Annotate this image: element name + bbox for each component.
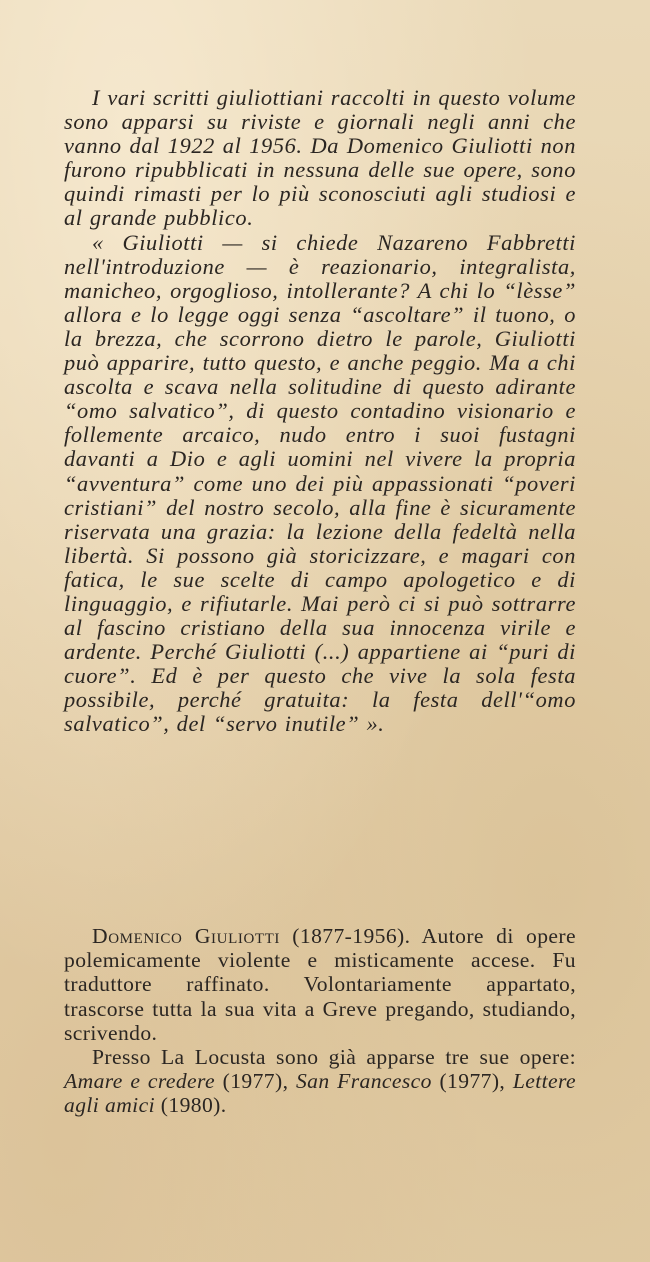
blurb-text — [64, 86, 576, 737]
bio-paragraph-2 — [64, 1045, 576, 1118]
work-year: (1977), — [222, 1069, 289, 1094]
author-name: Domenico Giuliotti — [92, 924, 280, 948]
work-year: (1977), — [439, 1069, 506, 1094]
works-intro: Presso La Locusta sono già apparse tre sue opere: — [92, 1045, 576, 1070]
blurb-paragraph-1: I vari scritti giuliottiani raccolti in questo volume sono apparsi su riviste e giornali negli anni che vanno dal 1922 al 1956. Da Domenico Giuliotti non furono ripubblicati in nessuna delle sue opere, sono quindi rimasti per lo più sconosciuti agli studiosi e al grande pubblico. — [64, 85, 576, 231]
author-bio — [64, 924, 576, 1118]
blurb-quote-paragraph: « Giuliotti — si chiede Nazareno Fabbretti nell'introduzione — è reazionario, integralista, manicheo, orgoglioso, intollerante? A chi lo “lèsse” allora e lo legge oggi senza “ascoltare” il tuono, o la brezza, che scorrono dietro le parole, Giuliotti può apparire, tutto questo, e anche peggio. Ma a chi ascolta e scava nella solitudine di questo adirante “omo salvatico”, di questo contadino visionario e follemente arcaico, nudo entro i suoi fustagni davanti a Dio e agli uomini nel vivere la propria “avventura” come uno dei più appassionati “poveri cristiani” del nostro secolo, alla fine è sicuramente riservata una grazia: la lezione della fedeltà nella libertà. Si possono già storicizzare, e magari con fatica, le sue scelte di campo apologetico e di linguaggio, e rifiutarle. Mai però ci si può sottrarre al fascino cristiano della sua innocenza virile e ardente. Perché Giuliotti (...) appartiene ai “puri di cuore”. Ed è per questo che vive la sola festa possibile, perché gratuita: la festa dell'“omo salvatico”, del “servo inutile” ». — [64, 229, 576, 737]
author-dates: (1877-1956). — [292, 924, 411, 948]
bio-paragraph-1 — [64, 924, 576, 1045]
work-year: (1980). — [160, 1093, 227, 1118]
bio-description: Autore di opere polemicamente violente e misticamente accese. Fu traduttore raffinato. Volontariamente appartato, trascorse tutta la sua vita a Greve pregando, studiando, scrivendo. — [64, 924, 576, 1045]
work-title: Amare e credere — [64, 1069, 216, 1094]
work-title: San Francesco — [295, 1069, 432, 1094]
work-title: Lettere agli amici — [64, 1069, 576, 1118]
